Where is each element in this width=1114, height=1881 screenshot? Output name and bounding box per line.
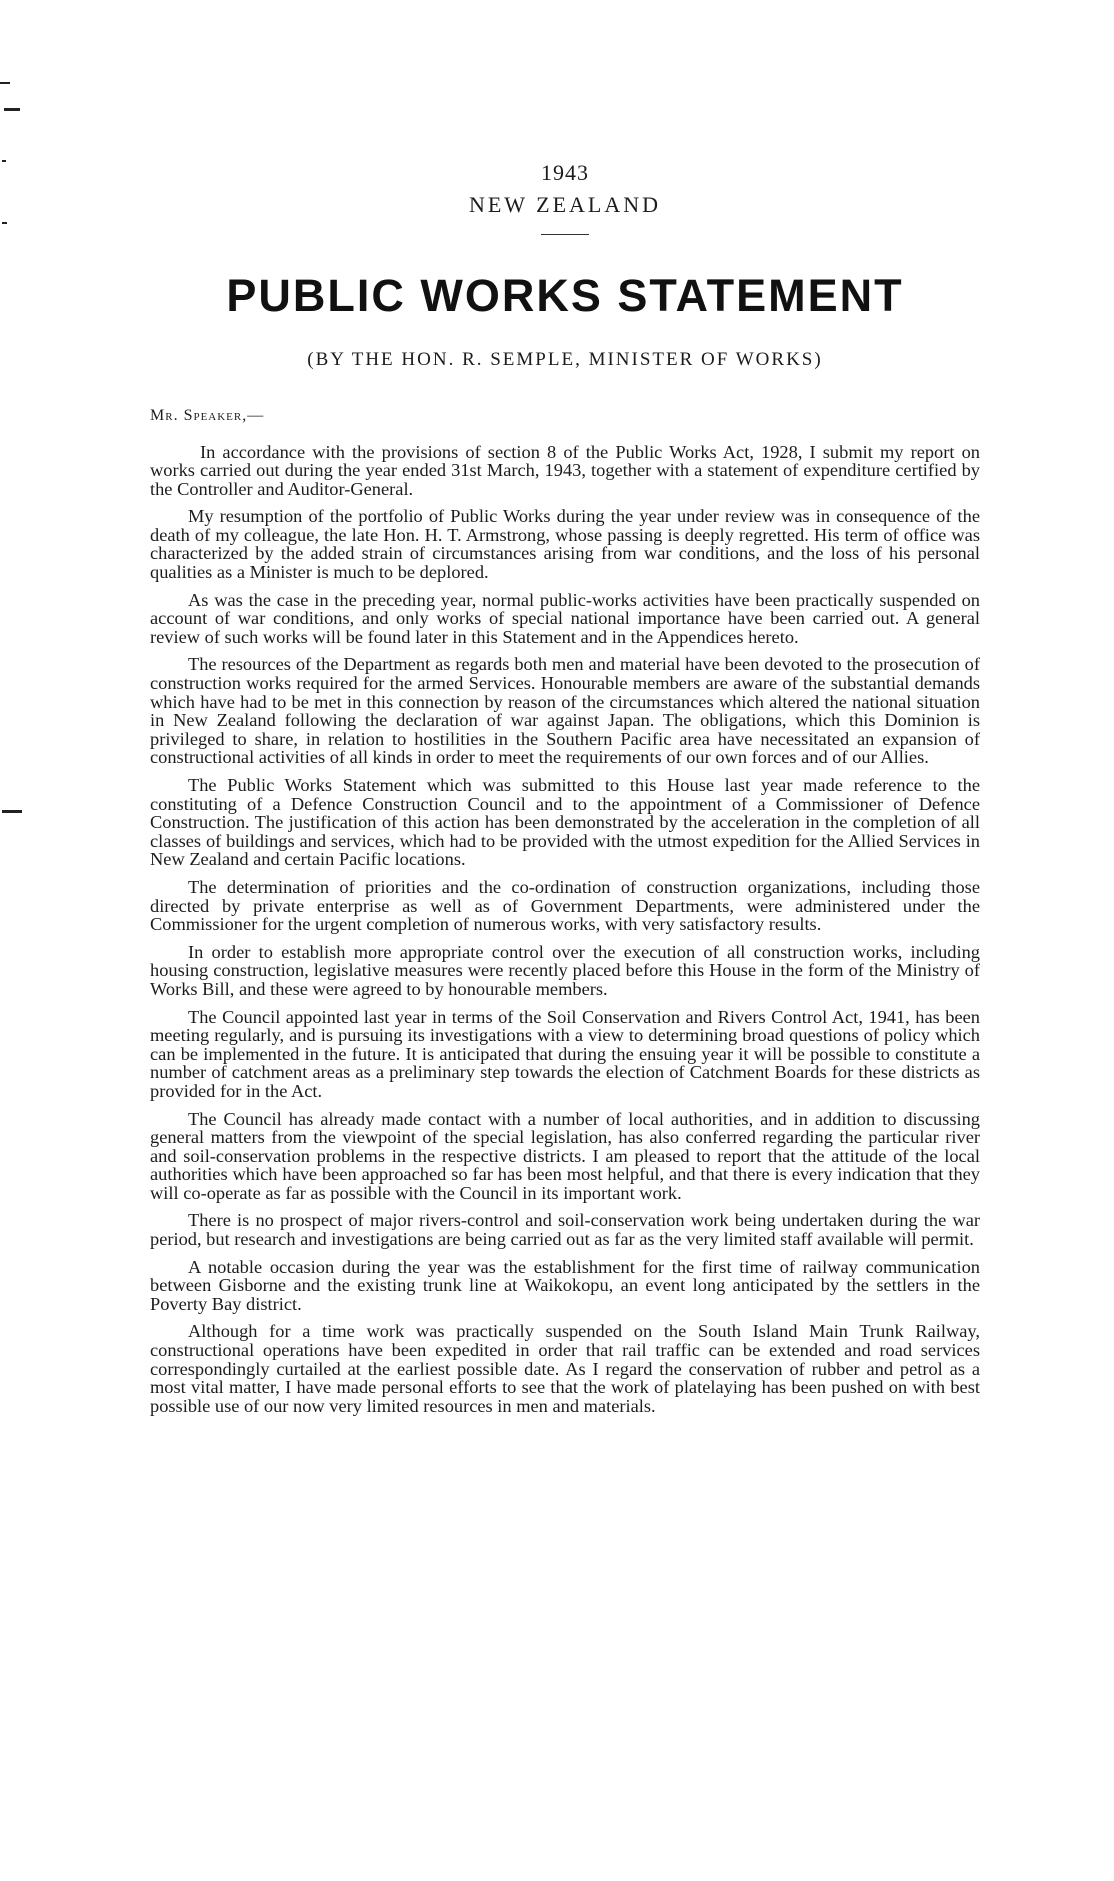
paragraph: Although for a time work was practically suspended on the South Island Main Trunk Railway, constructional operations have been expedited in order that rail traffic can be extended and road services correspondingly curtailed at the earliest possible date. As I regard the conservation of rubber and petrol as a most vital matter, I have made personal efforts to see that the work of platelaying has been pushed on with best possible use of our now very limited resources in men and materials. [150, 1321, 980, 1416]
document-page [150, 160, 980, 1424]
paragraph: The Council appointed last year in terms of the Soil Conservation and Rivers Control Act, 1941, has been meeting regularly, and is pursuing its investigations with a view to determining broad questions of policy which can be implemented in the future. It is anticipated that during the ensuing year it will be possible to constitute a number of catchment areas as a preliminary step towards the election of Catchment Boards for these districts as provided for in the Act. [150, 1006, 980, 1101]
document-year: 1943 [541, 160, 589, 185]
title-divider [541, 234, 589, 235]
document-title: PUBLIC WORKS STATEMENT [226, 270, 904, 321]
paragraph: The resources of the Department as regards both men and material have been devoted to the prosecution of construction works required for the armed Services. Honourable members are aware of the substantial demands which have had to be met in this connection by reason of the circumstances which altered the national situation in New Zealand following the declaration of war against Japan. The obligations, which this Dominion is privileged to share, in relation to hostilities in the Southern Pacific area have necessitated an expansion of constructional activities of all kinds in order to meet the requirements of our own forces and of our Allies. [150, 654, 980, 768]
paragraph: In accordance with the provisions of section 8 of the Public Works Act, 1928, I submit my report on works carried out during the year ended 31st March, 1943, together with a statement of expenditure certified by the Controller and Auditor-General. [150, 441, 980, 499]
scan-mark [2, 810, 22, 813]
paragraph: The Public Works Statement which was submitted to this House last year made reference to the constituting of a Defence Construction Council and to the appointment of a Commissioner of Defence Construction. The justification of this action has been demonstrated by the acceleration in the completion of all classes of buildings and services, which had to be provided with the utmost expedition for the Allied Services in New Zealand and certain Pacific locations. [150, 775, 980, 870]
scan-mark [4, 108, 20, 111]
scan-mark [2, 222, 7, 224]
paragraph: A notable occasion during the year was the establishment for the first time of railway communication between Gisborne and the existing trunk line at Waikokopu, an event long anticipated by the settlers in the Poverty Bay district. [150, 1256, 980, 1314]
paragraph: My resumption of the portfolio of Public Works during the year under review was in consequence of the death of my colleague, the late Hon. H. T. Armstrong, whose passing is deeply regretted. His term of office was characterized by the added strain of circumstances arising from war conditions, and the loss of his personal qualities as a Minister is much to be deplored. [150, 506, 980, 583]
paragraph: As was the case in the preceding year, normal public-works activities have been practically suspended on account of war conditions, and only works of special national importance have been carried out. A general review of such works will be found later in this Statement and in the Appendices hereto. [150, 589, 980, 647]
paragraph: There is no prospect of major rivers-control and soil-conservation work being undertaken during the war period, but research and investigations are being carried out as far as the very limited staff available will permit. [150, 1210, 980, 1250]
paragraph: The determination of priorities and the co-ordination of construction organizations, including those directed by private enterprise as well as of Government Departments, were administered under the Commissioner for the urgent completion of numerous works, with very satisfactory results. [150, 876, 980, 935]
statement-body [150, 443, 980, 1416]
paragraph: In order to establish more appropriate control over the execution of all construction works, including housing construction, legislative measures were recently placed before this House in the form of the Ministry of Works Bill, and these were agreed to by honourable members. [150, 941, 980, 999]
salutation: Mr. Speaker,— [150, 406, 265, 424]
paragraph: The Council has already made contact with a number of local authorities, and in addition to discussing general matters from the viewpoint of the special legislation, has also conferred regarding the particular river and soil-conservation problems in the respective districts. I am pleased to report that the attitude of the local authorities which have been approached so far has been most helpful, and that there is every indication that they will co-operate as far as possible with the Council in its important work. [150, 1108, 980, 1203]
document-byline: (BY THE HON. R. SEMPLE, MINISTER OF WORKS) [307, 348, 823, 370]
document-country: NEW ZEALAND [468, 192, 662, 217]
scan-mark [2, 160, 6, 162]
scan-mark [0, 82, 10, 84]
